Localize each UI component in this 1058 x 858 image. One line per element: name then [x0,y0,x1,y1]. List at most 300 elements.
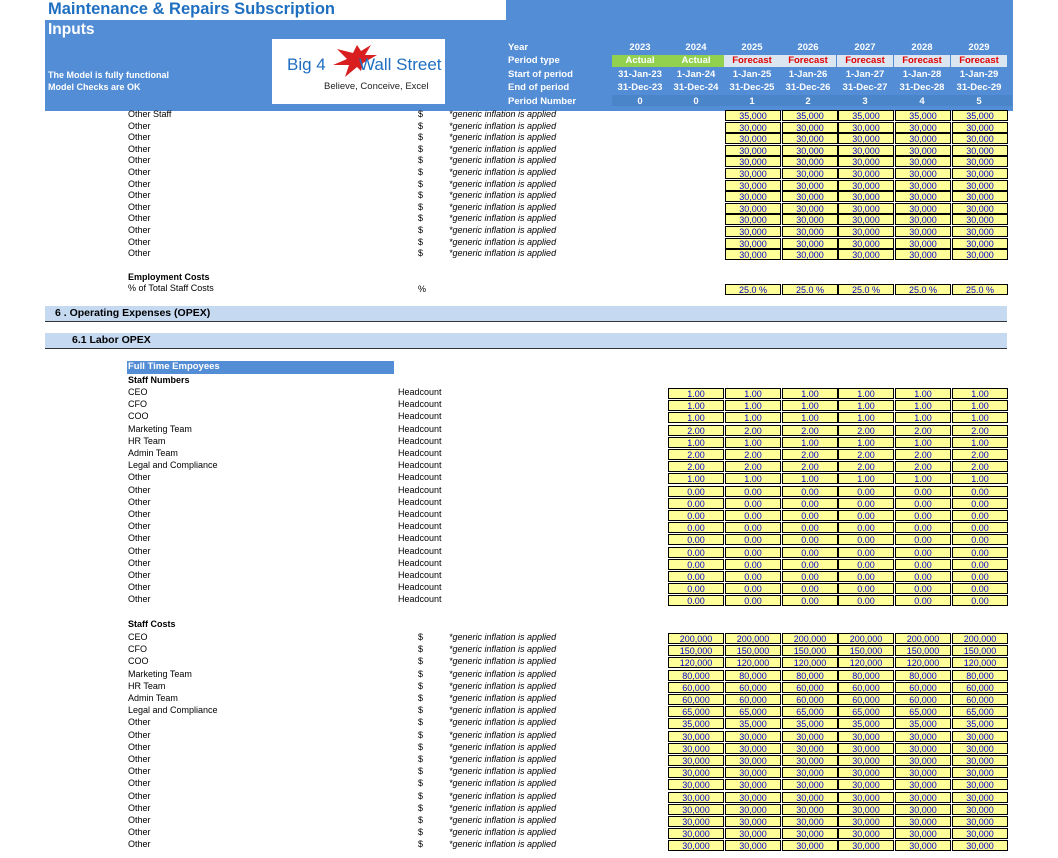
input-cell[interactable]: 30,000 [895,180,951,191]
input-cell[interactable]: 30,000 [895,122,951,133]
input-cell[interactable]: 30,000 [838,168,894,179]
input-cell[interactable]: 30,000 [838,203,894,214]
cost-input-cell[interactable]: 80,000 [668,670,724,681]
input-cell[interactable]: 30,000 [952,156,1008,167]
input-cell[interactable]: 30,000 [725,238,781,249]
input-cell[interactable]: 30,000 [952,203,1008,214]
cost-input-cell[interactable]: 30,000 [952,816,1008,827]
input-cell[interactable]: 30,000 [838,133,894,144]
cost-input-cell[interactable]: 35,000 [668,718,724,729]
cost-input-cell[interactable]: 65,000 [782,706,838,717]
cost-input-cell[interactable]: 30,000 [838,767,894,778]
headcount-input-cell[interactable]: 0.00 [725,510,781,521]
headcount-input-cell[interactable]: 1.00 [838,412,894,423]
cost-input-cell[interactable]: 30,000 [782,743,838,754]
input-cell[interactable]: 30,000 [952,133,1008,144]
headcount-input-cell[interactable]: 0.00 [668,571,724,582]
cost-input-cell[interactable]: 65,000 [668,706,724,717]
cost-input-cell[interactable]: 150,000 [952,645,1008,656]
headcount-input-cell[interactable]: 0.00 [838,559,894,570]
cost-input-cell[interactable]: 60,000 [725,682,781,693]
input-cell[interactable]: 30,000 [838,249,894,260]
cost-input-cell[interactable]: 150,000 [782,645,838,656]
cost-input-cell[interactable]: 30,000 [725,767,781,778]
input-cell[interactable]: 30,000 [952,249,1008,260]
cost-input-cell[interactable]: 30,000 [895,816,951,827]
input-cell[interactable]: 30,000 [725,191,781,202]
headcount-input-cell[interactable]: 1.00 [895,473,951,484]
percent-input-cell[interactable]: 25.0 % [895,284,951,295]
cost-input-cell[interactable]: 30,000 [952,840,1008,851]
row-label: COO [128,656,149,667]
cost-input-cell[interactable]: 30,000 [952,755,1008,766]
cost-input-cell[interactable]: 30,000 [952,767,1008,778]
cost-input-cell[interactable]: 30,000 [838,804,894,815]
cost-input-cell[interactable]: 200,000 [725,633,781,644]
headcount-input-cell[interactable]: 0.00 [782,486,838,497]
row-label: Other [128,570,151,580]
headcount-input-cell[interactable]: 2.00 [782,425,838,436]
cost-input-cell[interactable]: 30,000 [952,779,1008,790]
headcount-input-cell[interactable]: 1.00 [668,437,724,448]
headcount-input-cell[interactable]: 2.00 [838,449,894,460]
input-cell[interactable]: 30,000 [725,249,781,260]
cost-input-cell[interactable]: 30,000 [782,779,838,790]
headcount-input-cell[interactable]: 0.00 [895,486,951,497]
headcount-input-cell[interactable]: 0.00 [952,547,1008,558]
cost-input-cell[interactable]: 60,000 [725,694,781,705]
headcount-input-cell[interactable]: 0.00 [952,522,1008,533]
cost-input-cell[interactable]: 30,000 [668,743,724,754]
input-cell[interactable]: 30,000 [895,168,951,179]
input-cell[interactable]: 30,000 [952,238,1008,249]
cost-input-cell[interactable]: 30,000 [838,828,894,839]
headcount-input-cell[interactable]: 0.00 [952,571,1008,582]
headcount-input-cell[interactable]: 0.00 [725,547,781,558]
input-cell[interactable]: 30,000 [725,133,781,144]
cost-input-cell[interactable]: 200,000 [782,633,838,644]
input-cell[interactable]: 30,000 [895,145,951,156]
timeline-period-numbers-cell: 3 [862,96,868,107]
headcount-input-cell[interactable]: 0.00 [782,534,838,545]
cost-input-cell[interactable]: 60,000 [895,694,951,705]
inflation-note: *generic inflation is applied [449,754,557,764]
headcount-input-cell[interactable]: 0.00 [668,522,724,533]
cost-input-cell[interactable]: 30,000 [838,840,894,851]
headcount-input-cell[interactable]: 0.00 [782,595,838,606]
row-label: CEO [128,632,148,642]
headcount-input-cell[interactable]: 1.00 [782,473,838,484]
cost-input-cell[interactable]: 120,000 [895,657,951,668]
headcount-input-cell[interactable]: 2.00 [782,461,838,472]
headcount-input-cell[interactable]: 2.00 [725,461,781,472]
headcount-input-cell[interactable]: 0.00 [838,571,894,582]
input-cell[interactable]: 35,000 [838,110,894,121]
headcount-input-cell[interactable]: 1.00 [668,388,724,399]
input-cell[interactable]: 30,000 [782,238,838,249]
headcount-input-cell[interactable]: 1.00 [895,400,951,411]
input-cell[interactable]: 30,000 [725,203,781,214]
input-cell[interactable]: 30,000 [838,214,894,225]
cost-input-cell[interactable]: 35,000 [952,718,1008,729]
headcount-input-cell[interactable]: 2.00 [952,425,1008,436]
input-cell[interactable]: 30,000 [782,226,838,237]
headcount-input-cell[interactable]: 0.00 [782,522,838,533]
cost-input-cell[interactable]: 30,000 [838,792,894,803]
headcount-input-cell[interactable]: 0.00 [668,595,724,606]
headcount-input-cell[interactable]: 1.00 [782,437,838,448]
cost-input-cell[interactable]: 30,000 [895,828,951,839]
cost-input-cell[interactable]: 30,000 [895,755,951,766]
headcount-input-cell[interactable]: 0.00 [952,559,1008,570]
cost-input-cell[interactable]: 35,000 [895,718,951,729]
input-cell[interactable]: 30,000 [782,122,838,133]
headcount-input-cell[interactable]: 0.00 [668,510,724,521]
headcount-input-cell[interactable]: 2.00 [895,449,951,460]
cost-input-cell[interactable]: 30,000 [895,779,951,790]
cost-input-cell[interactable]: 30,000 [782,792,838,803]
cost-input-cell[interactable]: 30,000 [725,804,781,815]
headcount-input-cell[interactable]: 1.00 [952,473,1008,484]
cost-input-cell[interactable]: 65,000 [725,706,781,717]
cost-input-cell[interactable]: 35,000 [782,718,838,729]
inflation-note: *generic inflation is applied [449,120,557,131]
cost-input-cell[interactable]: 30,000 [952,743,1008,754]
headcount-input-cell[interactable]: 0.00 [725,571,781,582]
headcount-input-cell[interactable]: 1.00 [725,412,781,423]
headcount-input-cell[interactable]: 1.00 [838,400,894,411]
input-cell[interactable]: 30,000 [782,180,838,191]
headcount-input-cell[interactable]: 0.00 [668,583,724,594]
cost-input-cell[interactable]: 30,000 [725,840,781,851]
headcount-input-cell[interactable]: 0.00 [952,595,1008,606]
cost-input-cell[interactable]: 200,000 [952,633,1008,644]
cost-input-cell[interactable]: 30,000 [952,828,1008,839]
cost-input-cell[interactable]: 80,000 [782,670,838,681]
headcount-input-cell[interactable]: 0.00 [782,510,838,521]
headcount-input-cell[interactable]: 0.00 [668,534,724,545]
cost-input-cell[interactable]: 30,000 [782,816,838,827]
headcount-input-cell[interactable]: 1.00 [725,388,781,399]
input-cell[interactable]: 35,000 [952,110,1008,121]
headcount-input-cell[interactable]: 1.00 [838,388,894,399]
cost-input-cell[interactable]: 30,000 [895,792,951,803]
headcount-input-cell[interactable]: 0.00 [952,498,1008,509]
headcount-input-cell[interactable]: 0.00 [725,559,781,570]
headcount-input-cell[interactable]: 1.00 [895,388,951,399]
headcount-input-cell[interactable]: 2.00 [668,461,724,472]
cost-input-cell[interactable]: 30,000 [838,779,894,790]
headcount-input-cell[interactable]: 2.00 [725,449,781,460]
cost-input-cell[interactable]: 30,000 [725,779,781,790]
input-cell[interactable]: 30,000 [782,145,838,156]
input-cell[interactable]: 35,000 [895,110,951,121]
headcount-input-cell[interactable]: 0.00 [838,522,894,533]
timeline-starts-cell: 1-Jan-28 [902,69,942,80]
percent-input-cell[interactable]: 25.0 % [838,284,894,295]
headcount-input-cell[interactable]: 1.00 [668,400,724,411]
percent-input-cell[interactable]: 25.0 % [952,284,1008,295]
cost-input-cell[interactable]: 30,000 [668,779,724,790]
cost-input-cell[interactable]: 120,000 [952,657,1008,668]
input-cell[interactable]: 30,000 [952,122,1008,133]
timeline-ends-cell: 31-Dec-23 [617,82,663,93]
headcount-input-cell[interactable]: 1.00 [952,400,1008,411]
cost-input-cell[interactable]: 65,000 [952,706,1008,717]
headcount-input-cell[interactable]: 0.00 [668,486,724,497]
input-cell[interactable]: 30,000 [725,145,781,156]
cost-input-cell[interactable]: 200,000 [895,633,951,644]
headcount-input-cell[interactable]: 1.00 [838,473,894,484]
headcount-input-cell[interactable]: 1.00 [725,473,781,484]
cost-input-cell[interactable]: 30,000 [725,743,781,754]
headcount-input-cell[interactable]: 0.00 [838,583,894,594]
headcount-input-cell[interactable]: 0.00 [782,583,838,594]
cost-input-cell[interactable]: 60,000 [668,694,724,705]
cost-input-cell[interactable]: 200,000 [668,633,724,644]
cost-input-cell[interactable]: 30,000 [668,731,724,742]
headcount-input-cell[interactable]: 2.00 [725,425,781,436]
input-cell[interactable]: 30,000 [838,145,894,156]
cost-input-cell[interactable]: 30,000 [782,731,838,742]
cost-input-cell[interactable]: 150,000 [668,645,724,656]
headcount-input-cell[interactable]: 0.00 [952,534,1008,545]
headcount-input-cell[interactable]: 2.00 [838,461,894,472]
cost-input-cell[interactable]: 35,000 [725,718,781,729]
cost-input-cell[interactable]: 150,000 [838,645,894,656]
input-cell[interactable]: 30,000 [895,238,951,249]
headcount-input-cell[interactable]: 0.00 [952,510,1008,521]
headcount-input-cell[interactable]: 0.00 [668,547,724,558]
headcount-input-cell[interactable]: 2.00 [668,449,724,460]
input-cell[interactable]: 30,000 [725,214,781,225]
cost-input-cell[interactable]: 30,000 [952,731,1008,742]
headcount-input-cell[interactable]: 0.00 [725,595,781,606]
cost-input-cell[interactable]: 30,000 [668,804,724,815]
cost-input-cell[interactable]: 30,000 [725,816,781,827]
input-cell[interactable]: 30,000 [838,226,894,237]
cost-input-cell[interactable]: 30,000 [668,755,724,766]
headcount-input-cell[interactable]: 1.00 [782,400,838,411]
headcount-input-cell[interactable]: 0.00 [838,510,894,521]
cost-input-cell[interactable]: 30,000 [895,767,951,778]
currency-symbol: $ [418,225,424,235]
cost-input-cell[interactable]: 30,000 [668,792,724,803]
headcount-input-cell[interactable]: 0.00 [725,583,781,594]
headcount-input-cell[interactable]: 1.00 [668,412,724,423]
headcount-input-cell[interactable]: 0.00 [895,583,951,594]
input-cell[interactable]: 35,000 [725,110,781,121]
cost-input-cell[interactable]: 35,000 [838,718,894,729]
cost-input-cell[interactable]: 200,000 [838,633,894,644]
cost-input-cell[interactable]: 30,000 [838,731,894,742]
input-cell[interactable]: 30,000 [725,180,781,191]
cost-input-cell[interactable]: 80,000 [838,670,894,681]
percent-input-cell[interactable]: 25.0 % [782,284,838,295]
input-cell[interactable]: 30,000 [895,249,951,260]
cost-input-cell[interactable]: 30,000 [782,767,838,778]
headcount-input-cell[interactable]: 0.00 [782,547,838,558]
input-cell[interactable]: 30,000 [782,133,838,144]
input-cell[interactable]: 30,000 [895,133,951,144]
headcount-input-cell[interactable]: 0.00 [782,571,838,582]
headcount-input-cell[interactable]: 1.00 [782,388,838,399]
cost-input-cell[interactable]: 30,000 [668,840,724,851]
headcount-input-cell[interactable]: 0.00 [782,559,838,570]
cost-input-cell[interactable]: 120,000 [725,657,781,668]
input-cell[interactable]: 30,000 [725,156,781,167]
headcount-input-cell[interactable]: 2.00 [838,425,894,436]
input-cell[interactable]: 30,000 [952,191,1008,202]
headcount-input-cell[interactable]: 1.00 [725,400,781,411]
headcount-input-cell[interactable]: 2.00 [782,449,838,460]
headcount-input-cell[interactable]: 1.00 [952,412,1008,423]
input-cell[interactable]: 30,000 [895,214,951,225]
cost-input-cell[interactable]: 120,000 [838,657,894,668]
cost-input-cell[interactable]: 120,000 [782,657,838,668]
cost-input-cell[interactable]: 30,000 [725,792,781,803]
input-cell[interactable]: 30,000 [782,214,838,225]
input-cell[interactable]: 30,000 [782,203,838,214]
cost-input-cell[interactable]: 30,000 [952,804,1008,815]
input-cell[interactable]: 30,000 [782,191,838,202]
headcount-input-cell[interactable]: 0.00 [838,486,894,497]
input-cell[interactable]: 30,000 [952,180,1008,191]
headcount-input-cell[interactable]: 0.00 [952,583,1008,594]
headcount-input-cell[interactable]: 0.00 [782,498,838,509]
cost-input-cell[interactable]: 30,000 [725,731,781,742]
input-cell[interactable]: 30,000 [952,214,1008,225]
input-cell[interactable]: 30,000 [838,180,894,191]
headcount-input-cell[interactable]: 0.00 [895,571,951,582]
input-cell[interactable]: 35,000 [782,110,838,121]
headcount-input-cell[interactable]: 1.00 [952,388,1008,399]
cost-input-cell[interactable]: 30,000 [668,767,724,778]
cost-input-cell[interactable]: 120,000 [668,657,724,668]
cost-input-cell[interactable]: 30,000 [838,743,894,754]
input-cell[interactable]: 30,000 [895,156,951,167]
percent-input-cell[interactable]: 25.0 % [725,284,781,295]
headcount-input-cell[interactable]: 0.00 [668,559,724,570]
headcount-input-cell[interactable]: 2.00 [895,461,951,472]
cost-input-cell[interactable]: 80,000 [725,670,781,681]
headcount-input-cell[interactable]: 2.00 [952,461,1008,472]
cost-input-cell[interactable]: 80,000 [895,670,951,681]
headcount-input-cell[interactable]: 0.00 [895,522,951,533]
headcount-input-cell[interactable]: 1.00 [782,412,838,423]
cost-input-cell[interactable]: 30,000 [668,828,724,839]
cost-input-cell[interactable]: 65,000 [895,706,951,717]
headcount-input-cell[interactable]: 0.00 [725,498,781,509]
headcount-input-cell[interactable]: 1.00 [838,437,894,448]
cost-input-cell[interactable]: 60,000 [838,682,894,693]
row-label: Other [128,778,151,789]
headcount-input-cell[interactable]: 0.00 [895,534,951,545]
headcount-input-cell[interactable]: 0.00 [895,510,951,521]
cost-input-cell[interactable]: 60,000 [952,694,1008,705]
cost-input-cell[interactable]: 30,000 [725,828,781,839]
cost-input-cell[interactable]: 150,000 [895,645,951,656]
cost-input-cell[interactable]: 60,000 [895,682,951,693]
headcount-input-cell[interactable]: 0.00 [725,522,781,533]
cost-input-cell[interactable]: 30,000 [895,731,951,742]
cost-input-cell[interactable]: 65,000 [838,706,894,717]
cost-input-cell[interactable]: 30,000 [782,840,838,851]
input-cell[interactable]: 30,000 [725,226,781,237]
cost-input-cell[interactable]: 30,000 [895,743,951,754]
input-cell[interactable]: 30,000 [952,145,1008,156]
row-label: Marketing Team [128,668,192,679]
cost-input-cell[interactable]: 150,000 [725,645,781,656]
cost-input-cell[interactable]: 30,000 [668,816,724,827]
headcount-input-cell[interactable]: 1.00 [952,437,1008,448]
cost-input-cell[interactable]: 30,000 [782,755,838,766]
input-cell[interactable]: 30,000 [895,203,951,214]
headcount-input-cell[interactable]: 1.00 [725,437,781,448]
headcount-input-cell[interactable]: 0.00 [838,595,894,606]
cost-input-cell[interactable]: 30,000 [782,828,838,839]
headcount-input-cell[interactable]: 0.00 [895,498,951,509]
headcount-input-cell[interactable]: 0.00 [668,498,724,509]
headcount-input-cell[interactable]: 2.00 [952,449,1008,460]
input-cell[interactable]: 30,000 [725,122,781,133]
input-cell[interactable]: 30,000 [895,191,951,202]
headcount-input-cell[interactable]: 0.00 [838,547,894,558]
headcount-input-cell[interactable]: 0.00 [838,534,894,545]
headcount-input-cell[interactable]: 0.00 [725,534,781,545]
cost-input-cell[interactable]: 30,000 [895,840,951,851]
cost-input-cell[interactable]: 30,000 [895,804,951,815]
timeline-row-label: Year [508,42,529,53]
cost-input-cell[interactable]: 60,000 [952,682,1008,693]
cost-input-cell[interactable]: 30,000 [725,755,781,766]
cost-input-cell[interactable]: 30,000 [838,755,894,766]
headcount-input-cell[interactable]: 0.00 [895,559,951,570]
cost-input-cell[interactable]: 60,000 [838,694,894,705]
cost-input-cell[interactable]: 60,000 [668,682,724,693]
input-cell[interactable]: 30,000 [782,156,838,167]
headcount-input-cell[interactable]: 2.00 [895,425,951,436]
cost-input-cell[interactable]: 80,000 [952,670,1008,681]
headcount-input-cell[interactable]: 0.00 [838,498,894,509]
headcount-input-cell[interactable]: 1.00 [668,473,724,484]
headcount-input-cell[interactable]: 1.00 [895,437,951,448]
input-cell[interactable]: 30,000 [838,238,894,249]
cost-input-cell[interactable]: 60,000 [782,694,838,705]
headcount-input-cell[interactable]: 1.00 [895,412,951,423]
input-cell[interactable]: 30,000 [838,122,894,133]
cost-input-cell[interactable]: 30,000 [952,792,1008,803]
cost-input-cell[interactable]: 60,000 [782,682,838,693]
headcount-input-cell[interactable]: 0.00 [895,547,951,558]
headcount-input-cell[interactable]: 0.00 [952,486,1008,497]
input-cell[interactable]: 30,000 [952,168,1008,179]
input-cell[interactable]: 30,000 [782,168,838,179]
headcount-input-cell[interactable]: 0.00 [725,486,781,497]
input-cell[interactable]: 30,000 [952,226,1008,237]
timeline-starts-cell: 1-Jan-24 [676,69,716,80]
input-cell[interactable]: 30,000 [838,156,894,167]
input-cell[interactable]: 30,000 [895,226,951,237]
cost-input-cell[interactable]: 30,000 [782,804,838,815]
headcount-input-cell[interactable]: 2.00 [668,425,724,436]
cost-input-cell[interactable]: 30,000 [838,816,894,827]
headcount-input-cell[interactable]: 0.00 [895,595,951,606]
input-cell[interactable]: 30,000 [782,249,838,260]
input-cell[interactable]: 30,000 [725,168,781,179]
input-cell[interactable]: 30,000 [838,191,894,202]
timeline-starts-cell: 31-Jan-23 [618,69,662,80]
